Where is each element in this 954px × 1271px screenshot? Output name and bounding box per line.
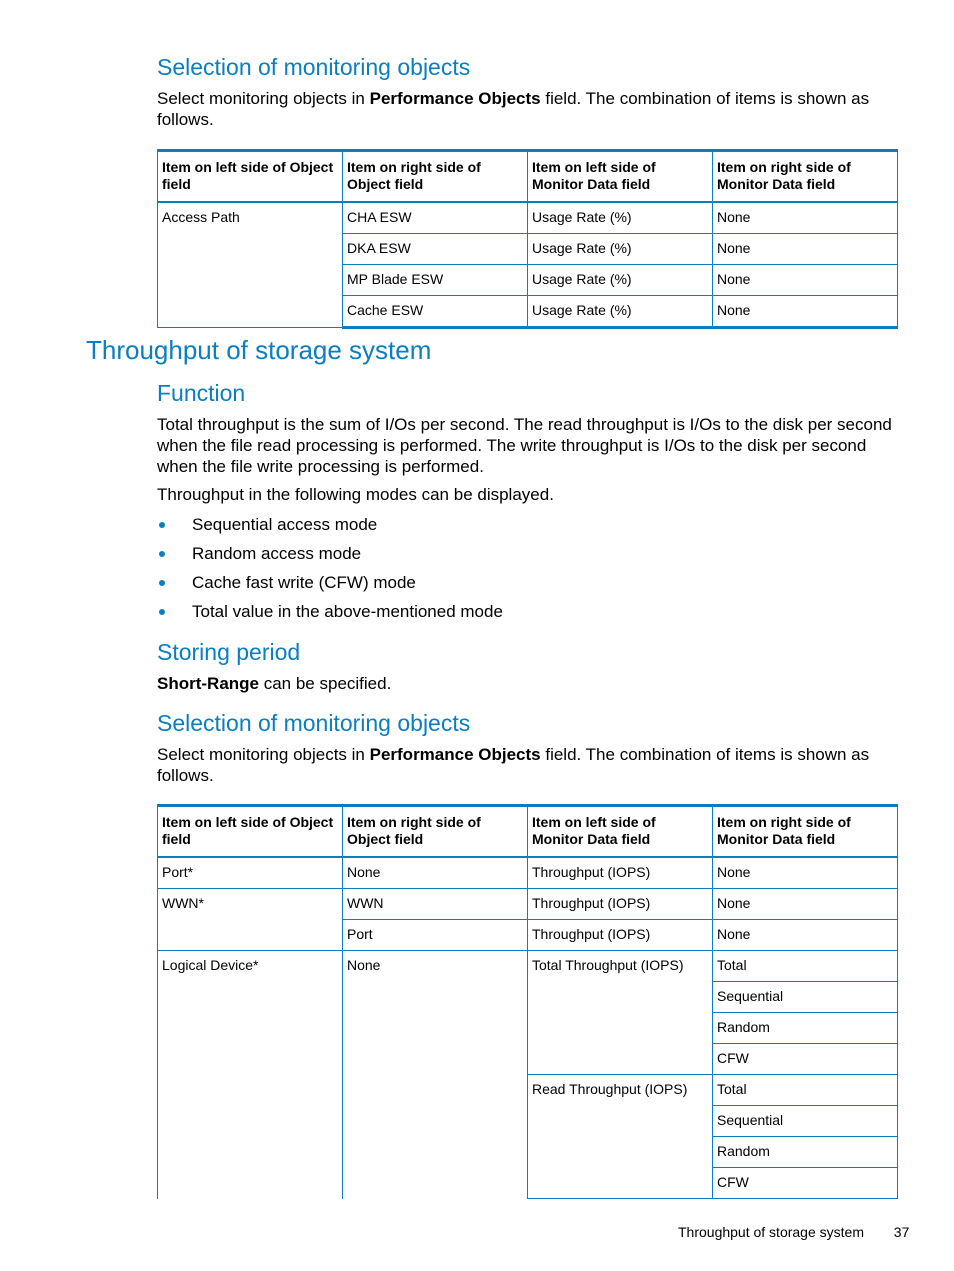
table-cell: None [713, 202, 898, 234]
list-item: Total value in the above-mentioned mode [157, 601, 503, 630]
table-header: Item on left side of Monitor Data field [528, 151, 713, 203]
table-cell: Usage Rate (%) [528, 202, 713, 234]
table-header: Item on right side of Object field [343, 806, 528, 858]
table-cell: Random [713, 1013, 898, 1044]
page-title: Throughput of storage system [86, 335, 432, 365]
list-item: Random access mode [157, 543, 503, 572]
section-intro-2: Select monitoring objects in Performance Objects field. The combination of items is shown as follows. [157, 745, 870, 785]
table-cell: Sequential [713, 1106, 898, 1137]
bullet-icon [159, 551, 165, 557]
table-header: Item on right side of Object field [343, 151, 528, 203]
modes-list [157, 514, 503, 630]
section-heading-storing: Storing period [157, 639, 301, 665]
table-cell: Access Path [158, 202, 343, 328]
table-cell: Port [343, 920, 528, 951]
table-cell: Logical Device* [158, 951, 343, 1199]
table-cell: Random [713, 1137, 898, 1168]
table-header: Item on left side of Object field [158, 806, 343, 858]
list-item: Cache fast write (CFW) mode [157, 572, 503, 601]
table-cell: None [713, 234, 898, 265]
section-heading-selection-2: Selection of monitoring objects [157, 710, 471, 736]
table-cell: Throughput (IOPS) [528, 889, 713, 920]
table-cell: Throughput (IOPS) [528, 920, 713, 951]
function-paragraph: Total throughput is the sum of I/Os per second. The read throughput is I/Os to the disk per second when the file read processing is performed. The write throughput is I/Os to the disk per second when the file write processing is performed. [157, 415, 892, 476]
footer-title: Throughput of storage system [678, 1224, 864, 1240]
table-cell: Usage Rate (%) [528, 265, 713, 296]
bullet-icon [159, 609, 165, 615]
table-header: Item on right side of Monitor Data field [713, 806, 898, 858]
section-heading-function: Function [157, 380, 246, 406]
table-cell: Cache ESW [343, 296, 528, 328]
table-header: Item on left side of Object field [158, 151, 343, 203]
monitoring-objects-table [157, 149, 898, 329]
table-cell: Read Throughput (IOPS) [528, 1075, 713, 1199]
table-cell: CFW [713, 1168, 898, 1199]
table-cell: CFW [713, 1044, 898, 1075]
table-cell: None [713, 920, 898, 951]
table-cell: DKA ESW [343, 234, 528, 265]
table-cell: None [713, 889, 898, 920]
table-cell: Throughput (IOPS) [528, 857, 713, 889]
table-header: Item on right side of Monitor Data field [713, 151, 898, 203]
table-cell: CHA ESW [343, 202, 528, 234]
table-cell: None [713, 296, 898, 328]
table-cell: MP Blade ESW [343, 265, 528, 296]
section-heading-selection: Selection of monitoring objects [157, 54, 471, 80]
throughput-objects-table [157, 804, 898, 1199]
table-cell: Usage Rate (%) [528, 234, 713, 265]
table-cell: None [343, 857, 528, 889]
table-cell: Usage Rate (%) [528, 296, 713, 328]
bullet-icon [159, 580, 165, 586]
page-number: 37 [893, 1224, 910, 1240]
section-intro: Select monitoring objects in Performance Objects field. The combination of items is shown as follows. [157, 89, 870, 129]
table-cell: None [713, 265, 898, 296]
table-cell: None [343, 951, 528, 1199]
table-cell: Total [713, 951, 898, 982]
table-cell: None [713, 857, 898, 889]
list-item: Sequential access mode [157, 514, 503, 543]
bullet-icon [159, 522, 165, 528]
table-cell: Port* [158, 857, 343, 889]
modes-intro: Throughput in the following modes can be displayed. [157, 485, 554, 504]
table-cell: WWN [343, 889, 528, 920]
page-footer [678, 1224, 909, 1240]
table-cell: Total Throughput (IOPS) [528, 951, 713, 1075]
table-header: Item on left side of Monitor Data field [528, 806, 713, 858]
table-cell: Total [713, 1075, 898, 1106]
table-cell: WWN* [158, 889, 343, 951]
table-cell: Sequential [713, 982, 898, 1013]
storing-paragraph: Short-Range can be specified. [157, 674, 392, 693]
